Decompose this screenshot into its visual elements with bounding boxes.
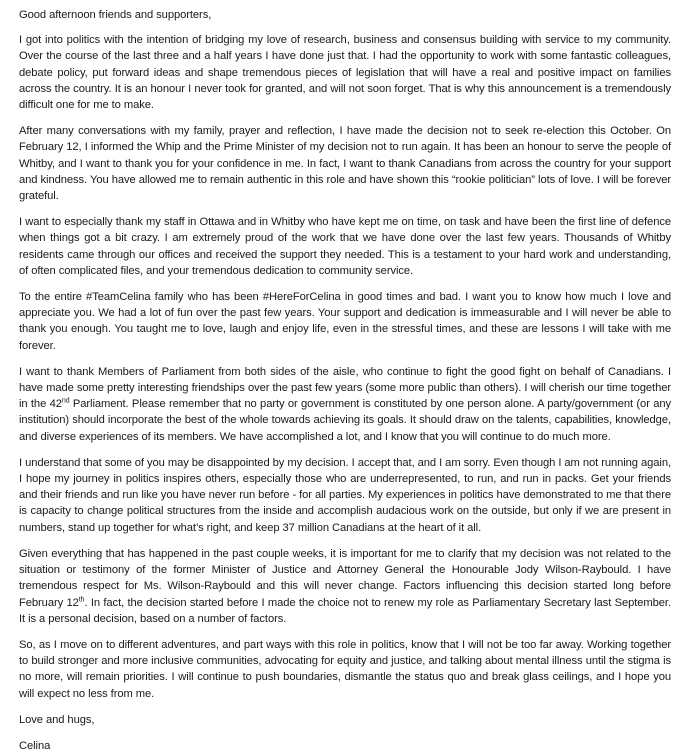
- parliament-text-a: I want to thank Members of Parliament from both sides of the aisle, who continue to fight the good fight on behalf of Canadians. I have made some pretty interesting friendships over the past few years (some more public than others). I will cherish our time together in the 42: [19, 365, 671, 411]
- ordinal-suffix-nd: nd: [61, 397, 70, 405]
- paragraph-intro: I got into politics with the intention of bridging my love of research, business and consensus building with service to my community. Over the course of the last three and a half years I have done just that. I had the opportunity to work with some fantastic colleagues, debate policy, put forward ideas and shape tremendous pieces of legislation that will have a real and positive impact on families across the country. It is an honour I never took for granted, and will not soon forget. That is why this announcement is a tremendously difficult one for me to make.: [19, 34, 671, 112]
- closing: Love and hugs,: [19, 713, 95, 726]
- paragraph-decision: After many conversations with my family, prayer and reflection, I have made the decision not to seek re-election this October. On February 12, I informed the Whip and the Prime Minister of my decision not to run again. It has been an honour to serve the people of Whitby, and I want to thank you for your confidence in me. In fact, I want to thank Canadians from across the country for your support and kindness. You have allowed me to remain authentic in this role and have shown this “rookie politician” lots of love. I will be forever grateful.: [19, 125, 671, 203]
- ordinal-suffix-th: th: [78, 595, 85, 603]
- greeting: Good afternoon friends and supporters,: [19, 9, 212, 21]
- clarification-text-b: . In fact, the decision started before I made the choice not to renew my role as Parliamentary Secretary last September. It is a personal decision, based on a number of factors.: [19, 596, 671, 625]
- paragraph-farewell: So, as I move on to different adventures, and part ways with this role in politics, know that I will not be too far away. Working together to build stronger and more inclusive communities, advocating for equity and justice, and talking about mental illness until the stigma is no more, will remain priorities. I will continue to push boundaries, dismantle the status quo and break glass ceilings, and I hope you will expect no less from me.: [19, 638, 671, 700]
- paragraph-clarification: [19, 546, 671, 627]
- paragraph-parliament-thanks: [19, 364, 671, 445]
- signature: Celina: [19, 739, 51, 752]
- paragraph-staff-thanks: I want to especially thank my staff in Ottawa and in Whitby who have kept me on time, on task and have been the first line of defence when things got a bit crazy. I am extremely proud of the work that we have done over the last few years. Thousands of Whitby residents came through our offices and received the support they needed. This is a testament to your hard work and understanding, of often complicated files, and your tremendous dedication to community service.: [19, 216, 671, 277]
- paragraph-inspiration: I understand that some of you may be disappointed by my decision. I accept that, and I am sorry. Even though I am not running again, I hope my journey in politics inspires others, especially those who are underrepresented, to run, and run in packs. Get your friends and their friends and run like you have never run before - for all parties. My experiences in politics have demonstrated to me that there is capacity to change political structures from the inside and accomplish audacious work on the outside, but only if we are present in numbers, stand up together for what’s right, and keep 37 million Canadians at the heart of it all.: [19, 456, 671, 534]
- parliament-text-b: Parliament. Please remember that no party or government is constituted by one person alone. A party/government (or any institution) should incorporate the best of the whole towards achieving its goals. It should draw on the talents, capabilities, knowledge, and diverse experiences of its members. We have accomplished a lot, and I know that you will continue to do much more.: [19, 398, 672, 443]
- paragraph-team-thanks: To the entire #TeamCelina family who has been #HereForCelina in good times and bad. I want you to know how much I love and appreciate you. We had a lot of fun over the past few years. Your support and dedication is immeasurable and I will never be able to thank you enough. You taught me to love, laugh and enjoy life, even in the stressful times, and these are lessons I will take with me forever.: [19, 291, 671, 352]
- clarification-text-a: Given everything that has happened in the past couple weeks, it is important for me to clarify that my decision was not related to the situation or testimony of the former Minister of Justice and Attorney General the Honourable Jody Wilson-Raybould. I have tremendous respect for Ms. Wilson-Raybould and this will never change. Factors influencing this decision started long before February 12: [19, 547, 671, 609]
